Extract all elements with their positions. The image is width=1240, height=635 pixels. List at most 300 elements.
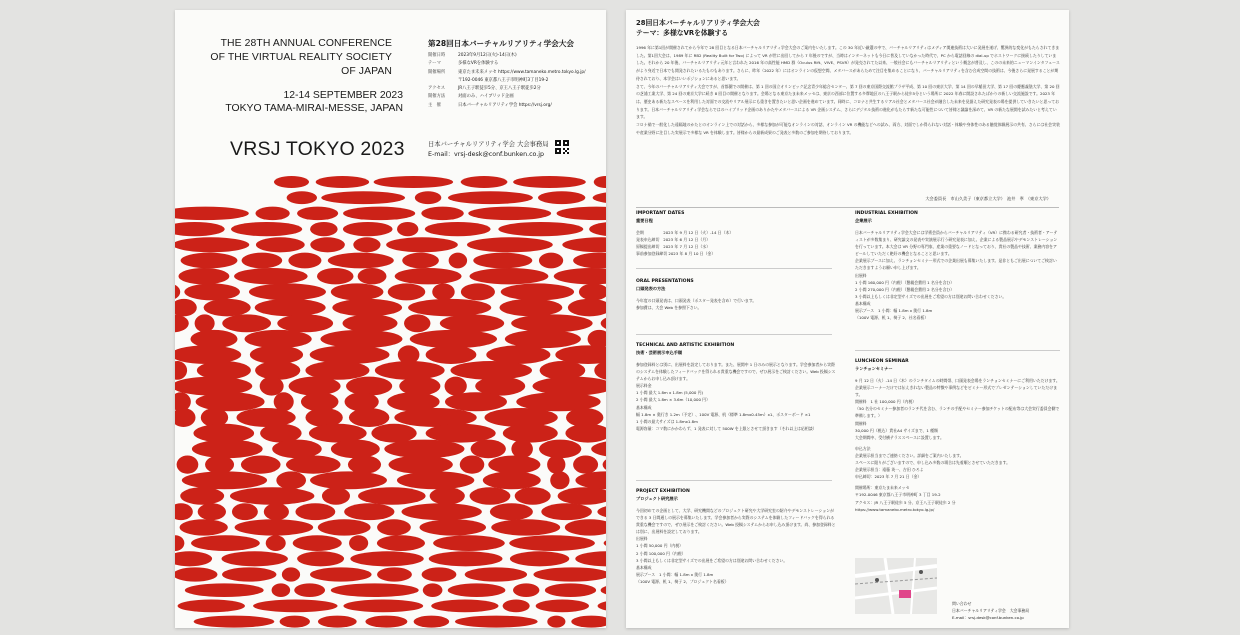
pattern-ellipse [175,299,197,316]
pattern-ellipse [511,314,592,332]
pattern-ellipse [358,487,426,504]
pattern-ellipse [350,551,423,566]
section-heading: INDUSTRIAL EXHIBITION [855,211,918,216]
pattern-ellipse [547,616,565,628]
pattern-ellipse [471,440,506,459]
pattern-ellipse [470,487,511,504]
pattern-ellipse [180,487,224,504]
pattern-ellipse [491,519,560,535]
pattern-ellipse [511,440,533,459]
pattern-ellipse [422,567,457,581]
info-row [428,52,586,60]
pattern-ellipse [445,392,507,411]
pattern-ellipse [589,222,606,236]
organizer [428,140,549,159]
pattern-ellipse [425,222,491,236]
pattern-ellipse [397,222,418,236]
pattern-ellipse [565,519,606,535]
luncheon-item: 企業展示担当：遠藤 英一、吉田 ひろよ [855,467,924,473]
pattern-ellipse [558,487,606,504]
english-title-line: THE 28TH ANNUAL CONFERENCE [220,38,392,49]
pattern-ellipse [421,207,464,221]
pattern-ellipse [331,440,380,459]
contact-line: 日本バーチャルリアリティ学会 大会事務局 [952,608,1030,613]
intro-text [636,44,1060,136]
section-heading-jp: 口頭発表の方法 [636,286,666,291]
pattern-ellipse [593,191,606,204]
luncheon-item: 企業展示コーナーだけでは伝えきれない製品の特徴や事例などをビミナー形式でプレゼンテーションしていただけます。 [855,385,1057,398]
pattern-ellipse [272,583,291,597]
pattern-ellipse [297,551,344,566]
pattern-ellipse [222,567,276,581]
section-heading: ORAL PRESENTATIONS [636,279,694,284]
pattern-ellipse [343,207,415,221]
pattern-ellipse [554,268,606,284]
pattern-ellipse [222,551,288,566]
oral-item: 参加費は、大会 Web を参照下さい。 [636,305,702,311]
pattern-ellipse [604,535,606,551]
pattern-ellipse [575,551,606,566]
luncheon-item: 申込方法 [855,445,871,451]
pattern-ellipse [374,176,454,188]
info-key: 主 催 [428,102,441,108]
pattern-ellipse [484,408,557,427]
divider [636,268,832,269]
info-value: JR八王子駅徒歩5分、京王八王子駅徒歩2分 [458,86,541,92]
intro-paragraph: 1996 年に第1回が開催されてから今年で 28 回目となる日本バーチャルリアリティ学会大会のご案内をいたします。この 30 年近い厳選の中で、バーチャルリアリティはメディア関連技術は大いに発展を遂げ、驚異的な変化がもたらされてきました。第1回大会は、1989 年に RB2 (Reality Built for Two) によって VR が世に出回してから 7 年後のですが、当時はインターネットも今日に普及していなかった時代で、PC から電話回線の dial-up でホストワークに接続したりしていました。それから 20 年後、バーチャルリアリティ元年と言われた 2016 年の高性能 HMD 群（Oculus Rift、VIVE、PSVR）が発売されてた以来、一般社会にもバーチャルリアリティという概念が普及し、このの未来的ニューマンインタフェースがより身近で日本でも開発されたいるたものもあります。さらに、昨年（2022 年）にはオンラインの仮想空間、メタバースがあらためて注目を集めることになり、バーチャルリアリティを含む合成空間の技術は、今後さらに発展することが期待されており、本学会はいいポジションにあると思います。 [636,45,1060,81]
pattern-ellipse [601,314,606,332]
pattern-ellipse [255,207,289,221]
pattern-ellipse [501,283,574,300]
pattern-ellipse [184,283,240,300]
venue-item: 〒192-0046 東京都八王子市明神町 3 丁目 19-2 [855,492,941,498]
pattern-ellipse [414,616,449,628]
pattern-ellipse [432,283,454,300]
pattern-ellipse [505,330,581,348]
pattern-ellipse [588,330,606,348]
pattern-ellipse [349,408,389,427]
tech-item: 1 小間の最大サイズは 1.8mx1.8m [636,418,698,424]
pattern-ellipse [483,471,541,489]
pattern-ellipse [191,535,260,551]
pattern-ellipse [343,222,393,236]
info-value: 日本バーチャルリアリティ学会 https://vrsj.org/ [458,102,552,108]
pattern-ellipse [175,207,249,221]
pattern-ellipse [430,487,465,504]
pattern-ellipse [490,503,533,520]
venue-item: 開催場所：東京たま未来メッセ [855,485,910,491]
pattern-ellipse [344,503,394,520]
pattern-ellipse [205,455,234,473]
info-key [428,77,458,85]
pattern-ellipse [597,503,606,520]
contact-line: 問い合わせ [952,601,972,606]
pattern-ellipse [343,314,398,332]
pattern-ellipse [293,535,342,551]
info-key: アクセス [428,86,446,92]
poster-front [175,10,606,628]
pattern-ellipse [316,176,369,188]
pattern-ellipse [539,253,563,269]
english-title [175,37,392,79]
pattern-ellipse [386,237,458,252]
pattern-ellipse [255,361,300,380]
pattern-ellipse [404,314,430,332]
section-heading: LUNCHEON SEMINAR [855,359,909,364]
pattern-ellipse [371,424,416,443]
pattern-ellipse [277,314,333,332]
pattern-ellipse [178,600,245,613]
pattern-ellipse [182,471,267,489]
pattern-ellipse [591,440,606,459]
pattern-ellipse [513,176,586,188]
pattern-ellipse [358,268,387,284]
pattern-ellipse [365,616,407,628]
pattern-ellipse [562,237,606,252]
pattern-ellipse [204,299,251,316]
pattern-ellipse [571,616,606,628]
pattern-ellipse [175,567,218,581]
section-heading: IMPORTANT DATES [636,211,685,216]
luncheon-item: 申込締切：2023 年 7 月 21 日（金） [855,474,922,480]
tech-item: 参加登録料とは別に、出展料を設定しております。また、展開中 1 日のみの展示となります。学会参加者から実際のシステムを体験したフィードバックを得られる貴重な機会ですので、ぜひ展示をご検討ください。Web 投稿システムからお申し込み頂けます。 [636,362,836,382]
info-value: 2023年9月12日(火)-14日(木) [458,53,517,58]
pattern-ellipse [470,268,549,284]
pattern-ellipse [328,253,394,269]
divider [636,334,832,335]
english-date-venue [175,89,403,115]
project-item: 出展料 [636,536,648,542]
luncheon-item: 9 月 12 日（火）-14 日（木）のランチタイムの時間帯、口頭発表会場をランチョンセミナーにご利用いただけます。 [855,378,1060,383]
section-heading-jp: 企業展示 [855,218,872,223]
luncheon-item: 開催料 [855,420,867,426]
red-ellipse-pattern [175,170,606,628]
pattern-ellipse [260,377,284,396]
pattern-ellipse [175,377,252,396]
info-key: 開催方法 [428,94,446,100]
industrial-item: 出展料 [855,272,867,278]
pattern-ellipse [468,207,551,221]
pattern-ellipse [175,345,241,364]
section-heading-jp: 技術・芸術展示申込手順 [636,350,683,355]
date-line: 12-14 SEPTEMBER 2023 [283,90,403,101]
pattern-ellipse [331,583,419,597]
pattern-ellipse [175,535,184,551]
pattern-ellipse [550,471,569,489]
pattern-ellipse [235,519,314,535]
industrial-item: 基本構成 [855,300,871,306]
pattern-ellipse [310,237,345,252]
industrial-item: 1 小間 160,000 円（内税）（懇親会費用 1 名分を含む） [855,279,955,285]
tech-item: 1 小間 最大 1.8m x 1.8m (5,000 円) [636,390,704,396]
venue-map [855,558,937,614]
industrial-item: （100V 電源、机 1、椅子 2、社名看板） [855,315,929,321]
luncheon-item: 大会期間中、受付横テラススペースに設置します。 [855,434,944,440]
pattern-ellipse [175,361,187,380]
pattern-ellipse [280,616,310,628]
pattern-ellipse [603,455,606,473]
pattern-ellipse [297,207,338,221]
tech-item: 展示料金 [636,383,652,389]
pattern-ellipse [598,600,606,613]
pattern-ellipse [348,455,381,473]
project-item: 基本構成 [636,564,652,570]
pattern-ellipse [460,455,485,473]
info-key: テーマ [428,61,441,67]
pattern-ellipse [445,377,467,396]
pattern-ellipse [503,424,558,443]
pattern-ellipse [175,237,249,252]
pattern-ellipse [377,519,411,535]
pattern-ellipse [175,283,180,300]
pattern-ellipse [573,253,606,269]
pattern-ellipse [346,377,392,396]
pattern-ellipse [533,567,606,581]
pattern-ellipse [539,440,581,459]
pattern-ellipse [175,551,212,566]
poster-back [626,10,1069,628]
divider [636,480,832,481]
pattern-ellipse [320,330,402,348]
pattern-ellipse [503,600,530,613]
intro-paragraph: コロナ禍で一般化した遠隔地のかたとのオンライン上での対話から、多様な参加が可能なオンラインの対話、オンライン VR の機能などへの試み、両方、対面でしか得られない対話・体験や身体性のある触覚体験展示の共有、さらには社会実装や産業分野に注目した実展示で多様な VR を体験します。皆様からの最新成果のご発表と多数のご参加を期待しております。 [636,122,1060,135]
info-row [428,77,586,85]
section-heading-jp: ランチョンセミナー [855,366,893,371]
pattern-ellipse [274,176,309,188]
pattern-ellipse [449,253,467,269]
back-title [636,18,760,38]
pattern-ellipse [473,253,532,269]
pattern-ellipse [318,519,371,535]
pattern-ellipse [601,583,606,597]
tech-item: 基本構成 [636,404,652,410]
intro-paragraph: さて、今年のバーチャルリアリティ大会ですが、首都圏での開催は、第 1 回の国立オリンピック記念青少年総合センター、第 7 回の東京国際交流館プラザ平成、第 10 回の東京大学、第 14 回の早稲田大学、第 17 回の慶應義塾大学、第 20 回の芝浦工業大学、第 24 回の東京大学に続き 8 回目の開催となります。会場となる東京たま未来メッセは、東京の西部に位置する多摩地区の八王子駅から徒歩5分という場所に 2022 年春に開設されたばかりの新しい交流施設です。2023 年は、歴史ある新たなスペースを利用した対面での交流やリアル展示にも重きを置きたいと思い企画を進めています。同時に、コロナと共生するリアル社会とメタバース社会が融合した未来を見据えた研究発表の場を提供していきたいと思っております。日本バーチャルリアリティ学会ならではのハイブリッド企画のありかたやメタバースによる VR 企画システム、さらにデジタル技術の進化がもたらす新たな可能性について皆様と議論を深めて、VR の新たな展開を試みたいと考えています。 [636,83,1060,120]
pattern-ellipse [513,583,539,597]
info-value: 東京たま未来メッセ https://www.tamaneko.metro.tokyo.lg.jp/ [458,69,586,75]
pattern-ellipse [467,237,553,252]
organizer-email: E-mail：vrsj-desk@conf.bunken.co.jp [428,150,545,158]
info-row [428,60,586,68]
project-item: （100V 電源、机 1、椅子 2、プロジェクト名看板） [636,578,729,584]
tech-item: 幅 1.8m × 奥行き 1.2m（予定）、100V 電源、机（標準 1.8mx0.45m）x1、ポスターボード ×1 [636,411,811,417]
pattern-ellipse [515,487,551,504]
pattern-ellipse [231,222,302,236]
pattern-ellipse [288,253,321,269]
pattern-ellipse [175,503,193,520]
project-item: 展示ブース 1 小間：幅 1.8m x 奥行 1.8m [636,571,714,577]
pattern-ellipse [185,583,264,597]
pattern-ellipse [547,455,565,473]
pattern-ellipse [266,535,286,551]
luncheon-item: 開催料 1 社 100,000 円（内税） [855,399,917,405]
industrial-item: 展示ブース 1 小間：幅 1.8m x 奥行 1.8m [855,308,933,314]
pattern-ellipse [230,487,314,504]
pattern-ellipse [488,455,540,473]
qr-code-icon [555,140,569,154]
pattern-ellipse [429,551,503,566]
pattern-ellipse [274,392,294,411]
tech-item: 電源容量：コマ数にかかわらず、1 発表に対して 500W を上限とさせて頂きます（それ以上は応相談） [636,425,817,431]
pattern-ellipse [322,487,350,504]
pattern-ellipse [448,191,533,204]
pattern-ellipse [180,519,228,535]
oral-presentations [636,278,836,311]
pattern-ellipse [498,222,583,236]
section-heading-jp: プロジェクト研究展示 [636,496,678,501]
pattern-ellipse [237,408,296,427]
pattern-ellipse [192,440,263,459]
pattern-ellipse [249,283,326,300]
luncheon-item: （50 名分のセミナー参加者のランチ代を含む、ランチの手配やセミナー参加チケットの配布等は大会実行委員会側で準備します。） [855,406,1060,419]
tech-item: 2 小間 最大 1.8m × 3.6m（10,000 円） [636,397,710,403]
pattern-ellipse [389,455,453,473]
info-table [428,52,586,110]
pattern-ellipse [295,503,335,520]
pattern-ellipse [353,237,380,252]
venue-link[interactable]: https://www.tamaneko.metro.tokyo.lg.jp/ [855,506,935,512]
industrial-exhibition [855,210,1060,321]
date-item: 会期 2023 年 9 月 12 日（火）-14 日（木） [636,230,734,235]
info-row [428,85,586,93]
english-title-line: OF JAPAN [341,66,392,77]
pattern-ellipse [331,283,384,300]
info-value: 多様なVRを体験する [458,61,499,67]
info-value: 〒192-0046 東京都八王子市明神町3丁目19-2 [458,77,549,83]
big-title: VRSJ TOKYO 2023 [230,138,405,160]
pattern-ellipse [420,519,487,535]
pattern-ellipse [509,535,595,551]
pattern-ellipse [375,361,445,380]
pattern-ellipse [272,440,321,459]
pattern-ellipse [568,299,606,316]
venue-item: アクセス：JR 八王子駅徒歩 5 分、京王八王子駅徒歩 2 分 [855,499,956,505]
info-value: 対面のみ、ハイブリッド企画 [458,94,514,100]
pattern-ellipse [573,455,598,473]
date-item: 原稿提出締切 2023 年 7 月 12 日（水） [636,244,711,250]
pattern-ellipse [198,503,226,520]
pattern-ellipse [384,440,464,459]
pattern-ellipse [575,471,606,489]
pattern-ellipse [222,314,271,332]
pattern-ellipse [177,455,199,473]
important-dates [636,210,836,257]
back-theme: テーマ：多様なVRを体験する [636,29,729,37]
project-item: 今回初めての企画として、大学、研究機関などのプロジェクト研究や大学研究室の紹介やデモンストレーションができる 3 日間通しの展示を募集いたします。学会参加者から実際のシステムを体験したフィードバックを得られる貴重な機会ですので、ぜひ展示をご検討ください。Web 投稿システムからお申し込み頂けます。尚、参加登録料とは別に、出展料を設定しております。 [636,508,836,535]
pattern-ellipse [455,616,538,628]
organizer-name: 日本バーチャルリアリティ学会 大会事務局 [428,141,549,148]
pattern-ellipse [594,176,606,188]
pattern-ellipse [276,471,306,489]
pattern-ellipse [433,535,505,551]
industrial-item: 2 小間 270,000 円（内税）（懇親会費用 2 名分を含む） [855,286,955,292]
pattern-ellipse [450,361,532,380]
english-title-line: OF THE VIRTUAL REALITY SOCIETY [210,52,392,63]
pattern-ellipse [245,330,312,348]
pattern-ellipse [440,314,504,332]
pattern-ellipse [318,616,357,628]
pattern-ellipse [545,583,596,597]
pattern-ellipse [510,551,569,566]
contact-block [952,600,1029,621]
section-heading: PROJECT EXHIBITION [636,489,690,494]
pattern-ellipse [377,567,412,581]
pattern-ellipse [234,268,308,284]
pattern-ellipse [310,222,338,236]
pattern-ellipse [579,283,606,300]
pattern-ellipse [264,503,289,520]
pattern-ellipse [388,283,426,300]
pattern-ellipse [287,191,317,204]
pattern-ellipse [377,535,425,551]
info-row [428,102,586,110]
industrial-item: 3 小間以上もしくは非定型サイズでの出展をご希望の方は別途お問い合わせください。 [855,293,1007,299]
pattern-ellipse [402,503,482,520]
info-key: 開催日時 [428,53,446,58]
pattern-ellipse [175,222,225,236]
pattern-ellipse [423,583,443,597]
pattern-ellipse [242,253,283,269]
divider [855,350,1060,351]
back-title-text: 28回日本バーチャルリアリティ学会大会 [636,19,760,27]
pattern-ellipse [256,237,305,252]
section-heading: TECHNICAL AND ARTISTIC EXHIBITION [636,343,735,348]
pattern-ellipse [594,361,606,380]
pattern-ellipse [310,345,390,364]
luncheon-item: スペースに限りがございますので、申し込み多数の場合は先着順とさせていただきます。 [855,460,1011,466]
pattern-ellipse [181,253,238,269]
pattern-ellipse [310,567,372,581]
pattern-ellipse [465,567,527,581]
contact-email: E-mail：vrsj-desk@conf.bunken.co.jp [952,615,1024,620]
pattern-ellipse [178,268,229,284]
divider [636,207,1059,208]
pattern-ellipse [310,471,387,489]
luncheon-item: 30,000 円（税込）貴社A4 サイズまで、1 種類 [855,427,938,433]
project-item: 3 小間以上もしくは非定型サイズでの出展をご希望の方は別途お問い合わせください。 [636,557,788,563]
pattern-ellipse [426,345,477,364]
pattern-ellipse [397,471,474,489]
pattern-ellipse [541,503,592,520]
pattern-ellipse [195,314,215,332]
pattern-ellipse [294,583,325,597]
japanese-title: 第28回日本バーチャルリアリティ学会大会 [428,39,574,48]
pattern-ellipse [410,330,497,348]
pattern-ellipse [536,600,589,613]
pattern-ellipse [317,268,354,284]
pattern-ellipse [282,567,300,581]
pattern-ellipse [253,600,337,613]
project-item: 2 小間 100,000 円（内税） [636,550,686,556]
pattern-ellipse [332,299,402,316]
pattern-ellipse [194,616,275,628]
pattern-ellipse [415,191,441,204]
pattern-ellipse [557,207,606,221]
pattern-ellipse [431,600,498,613]
pattern-ellipse [175,408,196,427]
signature: 大会委員長 市山久美子（東京都立大学） 池井 寧 （東京大学） [925,196,1051,201]
info-key: 開催場所 [428,69,446,75]
industrial-item: 日本バーチャルリアリティ学会大会には学術会員からバーチャルリアリティ（VR）に携わる研究者・技術者・アーティストが多数集まり、研究論文の発表や実演展示行う研究発表に加え、企業による製品展示やデモンストレーションを行っています。本大会は VR 分野の専門家、産業の重要なノードとなっており、貴社の製品や技術、業務内容をアピールしていただく絶好の機会となることと思います。 [855,230,1058,257]
section-heading-jp: 重要日程 [636,218,653,223]
pattern-ellipse [232,503,258,520]
pattern-ellipse [565,424,606,443]
project-exhibition [636,488,836,585]
pattern-ellipse [461,176,508,188]
pattern-ellipse [343,600,423,613]
info-row [428,93,586,101]
project-item: 1 小間 50,000 円（内税） [636,543,684,549]
date-item: 事前参加登録締切 2023 年 8 月 10 日（金） [636,251,716,257]
